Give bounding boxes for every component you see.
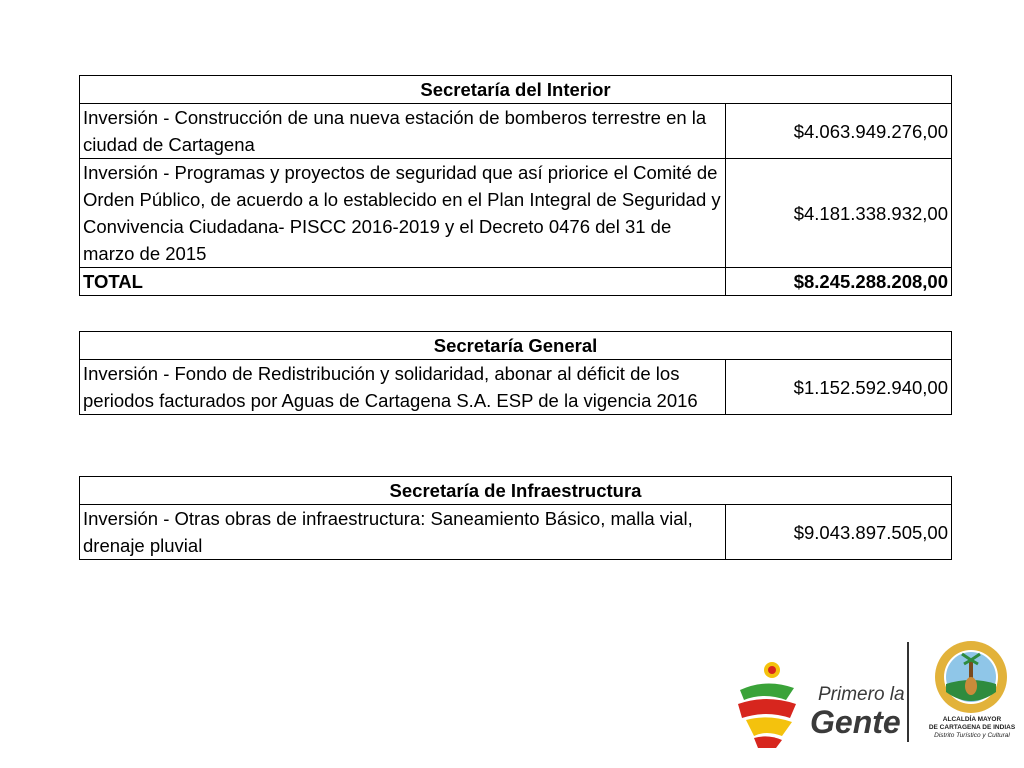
alcaldia-line3: Distrito Turístico y Cultural [934, 732, 1010, 739]
table-row [80, 104, 952, 159]
table-row [80, 505, 952, 560]
alcaldia-line1: ALCALDÍA MAYOR [942, 716, 1002, 723]
row-description: Inversión - Construcción de una nueva estación de bomberos terrestre en la ciudad de Cartagena [80, 104, 726, 159]
logo-text-primero: Primero la [818, 684, 905, 705]
alcaldia-caption [920, 716, 1024, 740]
row-description: Inversión - Fondo de Redistribución y solidaridad, abonar al déficit de los periodos facturados por Aguas de Cartagena S.A. ESP de la vigencia 2016 [80, 360, 726, 415]
row-description: Inversión - Programas y proyectos de seguridad que así priorice el Comité de Orden Público, de acuerdo a lo establecido en el Plan Integral de Seguridad y Convivencia Ciudadana- PISCC 2016-2019 y el Decreto 0476 del 31 de marzo de 2015 [80, 159, 726, 268]
total-label: TOTAL [80, 268, 726, 296]
row-description: Inversión - Otras obras de infraestructura: Saneamiento Básico, malla vial, drenaje pluvial [80, 505, 726, 560]
row-amount: $9.043.897.505,00 [726, 505, 952, 560]
row-amount: $4.181.338.932,00 [726, 159, 952, 268]
table-secretaria-general [79, 331, 952, 415]
row-amount: $1.152.592.940,00 [726, 360, 952, 415]
alcaldia-line2: DE CARTAGENA DE INDIAS [928, 724, 1016, 731]
table-row [80, 159, 952, 268]
table-secretaria-infraestructura [79, 476, 952, 560]
primero-la-gente-logo [730, 656, 905, 746]
table-row [80, 360, 952, 415]
table-header-row [80, 332, 952, 360]
logo-divider [907, 642, 909, 742]
row-amount: $4.063.949.276,00 [726, 104, 952, 159]
table-title: Secretaría General [80, 332, 952, 360]
table-header-row [80, 477, 952, 505]
table-header-row [80, 76, 952, 104]
table-secretaria-interior [79, 75, 952, 296]
footer-logos [730, 636, 1020, 766]
total-row [80, 268, 952, 296]
logo-text-gente: Gente [810, 704, 901, 740]
total-amount: $8.245.288.208,00 [726, 268, 952, 296]
table-title: Secretaría del Interior [80, 76, 952, 104]
cartagena-seal-icon [934, 640, 1008, 714]
primero-la-gente-mark-icon [736, 660, 798, 748]
table-title: Secretaría de Infraestructura [80, 477, 952, 505]
